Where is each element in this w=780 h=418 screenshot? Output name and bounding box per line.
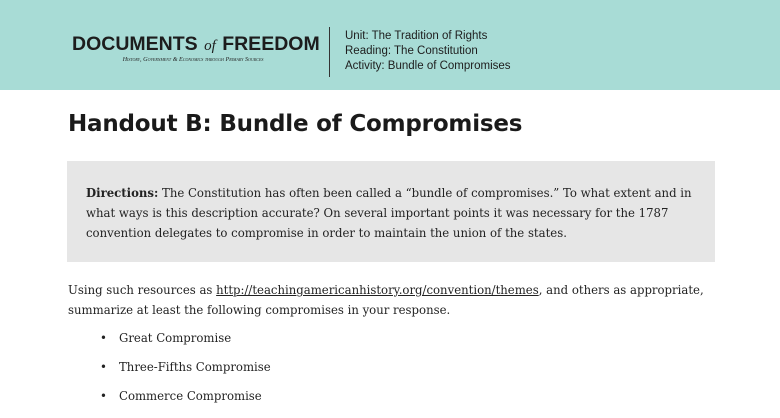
activity-label: Activity: Bundle of Compromises: [345, 60, 511, 72]
intro-text-before: Using such resources as: [68, 283, 217, 297]
bullet-icon: •: [100, 331, 107, 345]
list-item: [100, 331, 271, 360]
themes-link[interactable]: http://teachingamericanhistory.org/convention/themes: [216, 283, 539, 297]
documents-of-freedom-logo: [72, 33, 320, 63]
logo-title: [72, 33, 320, 57]
directions-label: Directions:: [86, 186, 159, 200]
logo-title-freedom: FREEDOM: [222, 33, 320, 55]
unit-info: [345, 29, 511, 74]
bullet-icon: •: [100, 389, 107, 403]
logo-title-documents: DOCUMENTS: [72, 33, 198, 55]
list-item-label: Great Compromise: [119, 331, 232, 345]
page-title: Handout B: Bundle of Compromises: [68, 111, 523, 137]
header-banner: [0, 0, 780, 90]
logo-subtitle: History, Government & Economics through Primary Sources: [122, 56, 264, 63]
list-item-label: Commerce Compromise: [119, 389, 262, 403]
directions-text: The Constitution has often been called a “bundle of compromises.” To what extent and in what ways is this description accurate? On several important points it was necessary for the 1787 convention delegates to compromise in order to maintain the union of the states.: [86, 186, 692, 240]
intro-text-after: , and others as appropriate, summarize at least the following compromises in your response.: [68, 283, 704, 317]
logo-title-of: of: [204, 38, 216, 54]
header-divider: [329, 27, 330, 77]
reading-label: Reading: The Constitution: [345, 45, 478, 57]
list-item: [100, 389, 271, 418]
compromise-list: [100, 331, 271, 418]
directions-box: [67, 161, 715, 262]
unit-label: Unit: The Tradition of Rights: [345, 30, 488, 42]
list-item: [100, 360, 271, 389]
list-item-label: Three-Fifths Compromise: [119, 360, 271, 374]
intro-paragraph: [68, 280, 728, 320]
bullet-icon: •: [100, 360, 107, 374]
